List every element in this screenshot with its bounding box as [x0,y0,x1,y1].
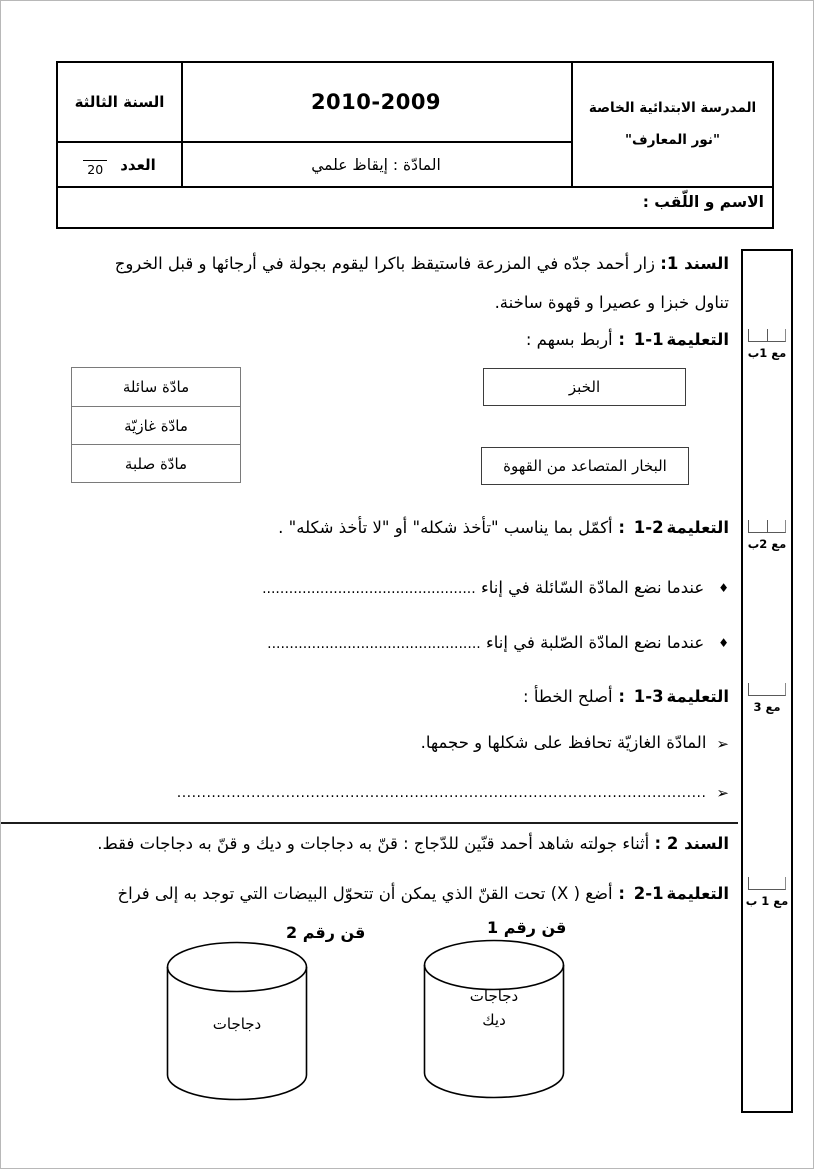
separator-colon: : [612,518,631,537]
fill-blank-line-liquid [36,577,729,599]
fill-blank-line-solid [36,632,729,654]
answer-dots-blank: ................................................ [267,636,481,652]
instruction-2-1-heading [36,883,729,905]
scoring-sidebar [741,249,793,1113]
instruction-number: 1-2 [633,518,664,537]
score-cell [58,143,181,186]
criterion-label: مع 1 ب [745,894,789,908]
instruction-text: أصلح الخطأ : [523,687,613,706]
separator-colon: : [612,330,631,349]
section-divider-line [1,822,738,824]
criterion-label: مع 1ب [747,346,787,360]
matter-states-box [71,367,241,483]
support1-line2: تناول خبزا و عصيرا و قهوة ساخنة. [494,293,729,312]
support1-label: السند 1: [660,254,729,273]
matter-solid-cell: مادّة صلبة [72,444,240,482]
diamond-bullet-icon: ♦ [718,581,729,595]
coop1-content-rooster: ديك [482,1011,506,1029]
instruction-1-3-heading [36,686,729,708]
score-marker-3 [743,683,791,714]
separator-colon: : [612,687,631,706]
support1-title-line [36,253,729,275]
error-statement-line [36,732,729,754]
instruction-label: التعليمة [666,884,729,903]
criterion-label: مع 2ب [747,537,787,551]
instruction-text: أضع ‎(X )‎ تحت القنّ الذي يمكن أن تتحوّل البيضات التي توجد به إلى فراخ [117,884,613,903]
coop2-label: قن رقم 2 [286,923,366,942]
diamond-bullet-icon: ♦ [718,636,729,650]
instruction-label: التعليمة [666,518,729,537]
coop2-content-hens: دجاجات [212,1015,262,1033]
support2-text: أثناء جولته شاهد أحمد قنّين للدّجاج : قنّ به دجاجات و ديك و قنّ به دجاجات فقط. [97,834,655,853]
arrow-bullet-icon: ➢ [716,784,729,802]
instruction-number: 1-1 [633,330,664,349]
score-marker-1 [743,329,791,360]
school-year-cell: 2010-2009 [310,90,442,114]
grade-cell: السنة الثالثة [74,93,165,111]
correction-answer-line [36,781,729,803]
score-marker-4 [743,877,791,908]
instruction-number: 1-3 [633,687,664,706]
coop1-label: قن رقم 1 [487,918,567,937]
score-fraction [83,153,107,177]
criterion-label: مع 3 [753,700,781,714]
answer-dots-blank: ........................................................................................................... [176,785,707,801]
score-max: 20 [87,161,104,177]
student-name-row: الاسم و اللّقب : [642,193,764,211]
score-bracket-icon [748,520,786,533]
separator-colon: : [612,884,631,903]
coop1-content-hens: دجاجات [469,987,519,1005]
arrow-bullet-icon: ➢ [716,735,729,753]
score-marker-2 [743,520,791,551]
instruction-text: أكمّل بما يناسب "تأخذ شكله" أو "لا تأخذ شكله" . [278,518,613,537]
instruction-1-2-heading [36,517,729,539]
instruction-label: التعليمة [666,687,729,706]
school-name-line1: المدرسة الابتدائية الخاصة [588,100,757,117]
support1-text: زار أحمد جدّه في المزرعة فاستيقظ باكرا ليقوم بجولة في أرجائها و قبل الخروج [114,254,661,273]
score-label: العدد [120,155,156,174]
score-blank-bar [83,153,107,161]
matter-gas-cell: مادّة غازيّة [72,406,240,444]
score-bracket-icon [748,877,786,890]
instruction-label: التعليمة [666,330,729,349]
support2-label: السند 2 : [654,834,729,853]
score-bracket-icon [748,683,786,696]
score-bracket-icon [748,329,786,342]
school-name-line2: "نور المعارف" [625,131,720,148]
instruction-1-1-heading [36,329,729,351]
answer-dots-blank: ................................................ [262,581,476,597]
coffee-steam-box: البخار المتصاعد من القهوة [481,447,689,485]
school-name-cell [573,63,772,186]
bread-box: الخبز [483,368,686,406]
matter-liquid-cell: مادّة سائلة [122,378,190,396]
instruction-text: أربط بسهم : [525,330,613,349]
fill-blank-text: عندما نضع المادّة الصّلبة في إناء [485,633,705,652]
subject-cell: المادّة : إيقاظ علمي [311,155,441,174]
fill-blank-text: عندما نضع المادّة السّائلة في إناء [480,578,705,597]
error-statement-text: المادّة الغازيّة تحافظ على شكلها و حجمها. [420,733,707,752]
support2-title-line [36,833,729,855]
instruction-number: 2-1 [633,884,664,903]
header-table [56,61,774,229]
